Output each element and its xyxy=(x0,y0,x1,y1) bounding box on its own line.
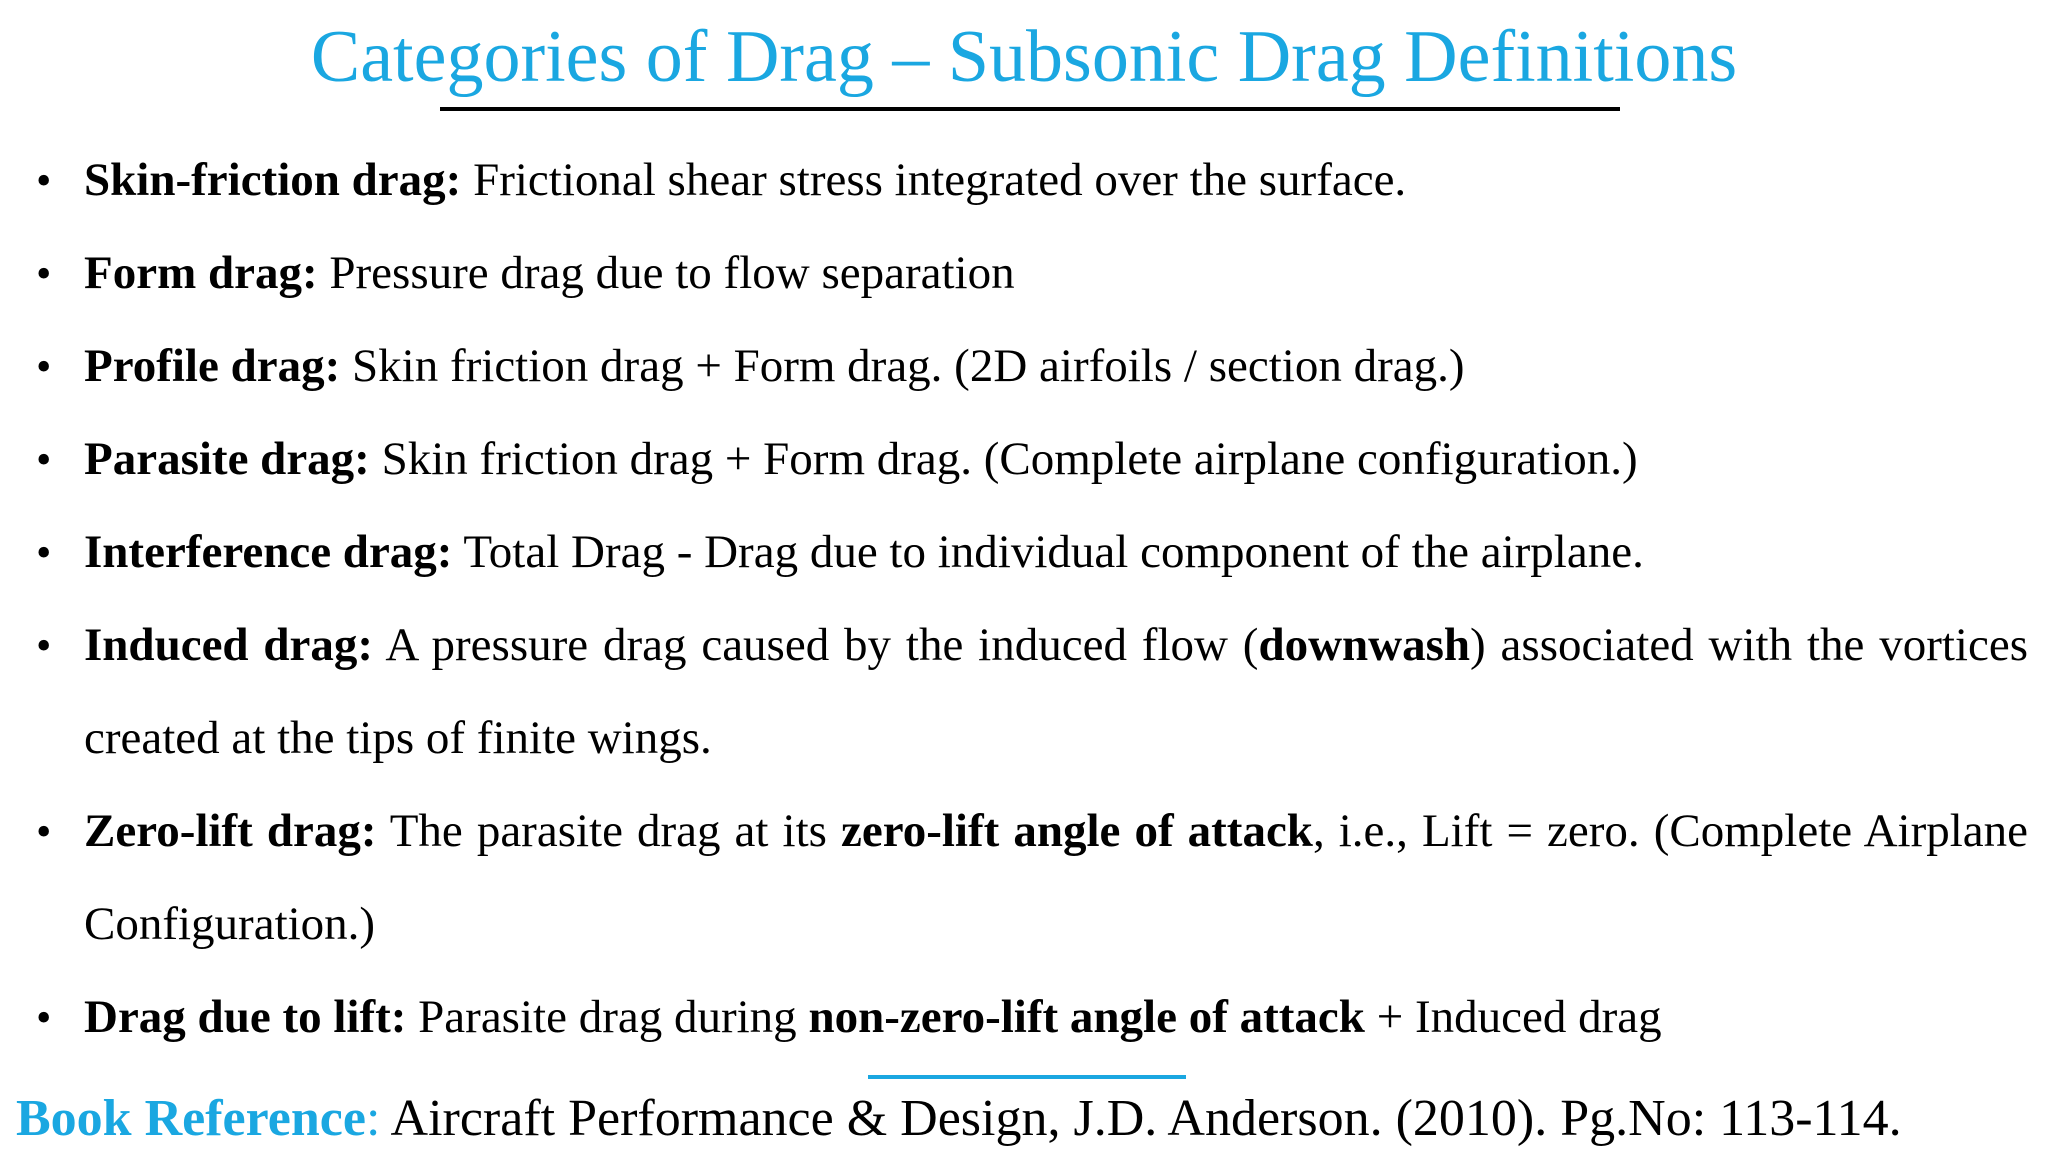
definition-list xyxy=(0,134,2048,1064)
definition-emphasis: non-zero-lift angle of attack xyxy=(808,991,1365,1043)
book-reference xyxy=(16,1084,1902,1154)
definition-text: A pressure drag caused by the induced flow ( xyxy=(373,619,1259,671)
definition-term: Form drag: xyxy=(84,247,318,299)
definition-text: + Induced drag xyxy=(1364,991,1662,1043)
definition-parasite-drag xyxy=(0,413,2048,506)
definition-interference-drag xyxy=(0,506,2048,599)
definition-term: Induced drag: xyxy=(84,619,374,671)
definition-emphasis: zero-lift angle of attack xyxy=(840,805,1313,857)
definition-term: Parasite drag: xyxy=(84,433,370,485)
definition-text: Parasite drag during xyxy=(406,991,809,1043)
reference-label: Book Reference xyxy=(16,1090,366,1147)
definition-term: Profile drag: xyxy=(84,340,341,392)
definition-emphasis: downwash xyxy=(1258,619,1471,671)
definition-text: Pressure drag due to flow separation xyxy=(317,247,1015,299)
definition-term: Interference drag: xyxy=(84,526,453,578)
definition-form-drag xyxy=(0,227,2048,320)
reference-divider xyxy=(868,1075,1186,1079)
definition-term: Skin-friction drag: xyxy=(84,154,462,206)
reference-text: Aircraft Performance & Design, J.D. Anderson. (2010). Pg.No: 113-114. xyxy=(380,1090,1902,1147)
definition-text: ) associated with the vortices created at the tips of finite wings. xyxy=(84,619,2028,764)
definition-text: Skin friction drag + Form drag. (Complete airplane configuration.) xyxy=(369,433,1638,485)
definition-text: Total Drag - Drag due to individual component of the airplane. xyxy=(452,526,1644,578)
definition-text: Frictional shear stress integrated over the surface. xyxy=(461,154,1407,206)
definition-drag-due-to-lift xyxy=(0,971,2048,1064)
definition-zero-lift-drag xyxy=(0,785,2048,971)
definition-profile-drag xyxy=(0,320,2048,413)
definition-term: Drag due to lift: xyxy=(84,991,407,1043)
definition-skin-friction-drag xyxy=(0,134,2048,227)
definition-text: , i.e., Lift = zero. (Complete Airplane Configuration.) xyxy=(84,805,2028,950)
reference-colon: : xyxy=(365,1090,381,1147)
title-underline xyxy=(440,107,1620,111)
definition-text: Skin friction drag + Form drag. (2D airfoils / section drag.) xyxy=(340,340,1465,392)
definition-induced-drag xyxy=(0,599,2048,785)
definition-term: Zero-lift drag: xyxy=(84,805,377,857)
definition-text: The parasite drag at its xyxy=(376,805,841,857)
slide-title: Categories of Drag – Subsonic Drag Definitions xyxy=(310,16,1738,98)
